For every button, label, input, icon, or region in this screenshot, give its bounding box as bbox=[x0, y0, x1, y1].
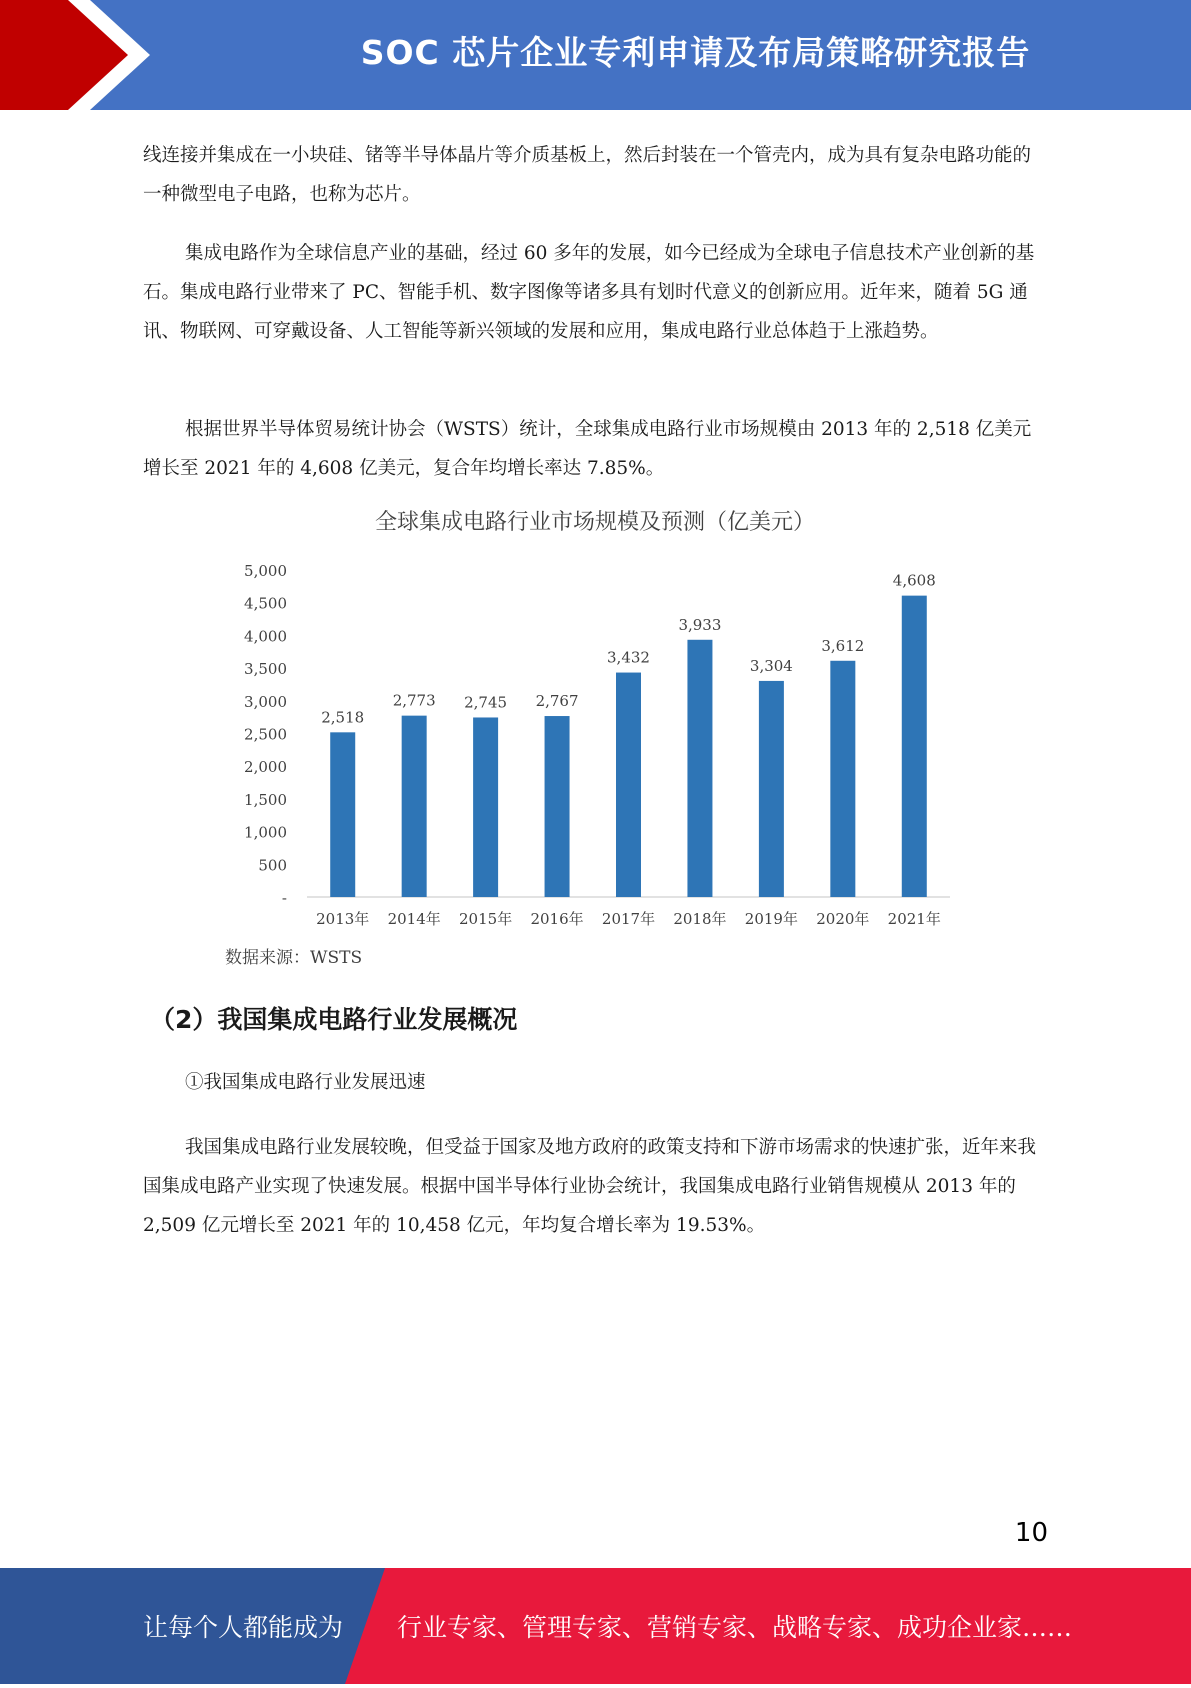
sub-heading: ①我国集成电路行业发展迅速 bbox=[185, 1072, 426, 1093]
y-tick-label: 2,000 bbox=[244, 758, 287, 777]
y-tick-label: 1,500 bbox=[244, 790, 287, 809]
data-label: 4,608 bbox=[892, 571, 936, 590]
bar-2020年 bbox=[830, 661, 855, 897]
x-tick-label: 2017年 bbox=[601, 910, 656, 928]
x-tick-label: 2019年 bbox=[744, 910, 798, 928]
y-tick-label: 4,000 bbox=[244, 627, 287, 646]
y-tick-label: - bbox=[281, 889, 287, 907]
paragraph-china-ic-growth: 我国集成电路行业发展较晚，但受益于国家及地方政府的政策支持和下游市场需求的快速扩张，近年来我国集成电路产业实现了快速发展。根据中国半导体行业协会统计，我国集成电路行业销售规模从 2013 年的 2,509 亿元增长至 2021 年的 10,458 亿元，年均复合增长率为 19.53%。 bbox=[143, 1137, 1037, 1236]
bar-2019年 bbox=[759, 681, 784, 897]
footer-slogan-left: 让每个人都能成为 bbox=[143, 1613, 344, 1642]
data-label: 3,612 bbox=[821, 636, 865, 655]
page-number: 10 bbox=[1014, 1518, 1048, 1548]
y-tick-label: 3,500 bbox=[244, 660, 287, 679]
data-label: 3,933 bbox=[678, 615, 722, 634]
footer-slogan-right: 行业专家、管理专家、营销专家、战略专家、成功企业家…… bbox=[397, 1613, 1073, 1642]
bar-2021年 bbox=[902, 596, 927, 897]
bar-2015年 bbox=[473, 717, 498, 897]
bar-2013年 bbox=[330, 732, 355, 897]
header-arrow-decoration bbox=[0, 0, 150, 110]
y-tick-label: 500 bbox=[258, 856, 287, 875]
data-label: 2,773 bbox=[392, 691, 436, 710]
bar-chart-canvas bbox=[215, 505, 975, 945]
data-label: 3,432 bbox=[607, 648, 650, 667]
x-tick-label: 2018年 bbox=[673, 910, 727, 928]
chart-title: 全球集成电路行业市场规模及预测（亿美元） bbox=[374, 510, 815, 535]
page-footer bbox=[0, 1568, 1191, 1684]
y-tick-label: 4,500 bbox=[244, 594, 287, 613]
y-tick-label: 3,000 bbox=[244, 692, 287, 711]
paragraph-chip-definition: 线连接并集成在一小块硅、锗等半导体晶片等介质基板上，然后封装在一个管壳内，成为具有复杂电路功能的一种微型电子电路，也称为芯片。 bbox=[143, 145, 1032, 205]
x-tick-label: 2014年 bbox=[387, 910, 441, 928]
x-tick-label: 2013年 bbox=[316, 910, 370, 928]
paragraph-wsts-statistics: 根据世界半导体贸易统计协会（WSTS）统计，全球集成电路行业市场规模由 2013 年的 2,518 亿美元增长至 2021 年的 4,608 亿美元，复合年均增长率达 7.85%。 bbox=[143, 419, 1032, 479]
report-title: SOC 芯片企业专利申请及布局策略研究报告 bbox=[360, 33, 1031, 72]
y-tick-label: 2,500 bbox=[244, 725, 287, 744]
bar-2018年 bbox=[687, 640, 712, 897]
y-tick-label: 1,000 bbox=[244, 823, 287, 842]
data-label: 2,745 bbox=[464, 693, 508, 712]
x-tick-label: 2021年 bbox=[887, 910, 941, 928]
bar-2014年 bbox=[402, 716, 427, 897]
bar-2016年 bbox=[545, 716, 570, 897]
bar-2017年 bbox=[616, 673, 641, 897]
market-size-chart bbox=[215, 505, 975, 985]
data-label: 3,304 bbox=[749, 656, 793, 675]
x-tick-label: 2016年 bbox=[530, 910, 584, 928]
y-tick-label: 5,000 bbox=[244, 562, 287, 580]
section-heading: （2）我国集成电路行业发展概况 bbox=[150, 1005, 518, 1034]
paragraph-industry-foundation: 集成电路作为全球信息产业的基础，经过 60 多年的发展，如今已经成为全球电子信息技术产业创新的基石。集成电路行业带来了 PC、智能手机、数字图像等诸多具有划时代意义的创新应用。近年来，随着 5G 通讯、物联网、可穿戴设备、人工智能等新兴领域的发展和应用，集成电路行业总体趋于上涨趋势。 bbox=[143, 243, 1035, 342]
x-tick-label: 2015年 bbox=[459, 910, 513, 928]
page-header bbox=[0, 0, 1191, 110]
x-tick-label: 2020年 bbox=[816, 910, 870, 928]
chart-source-note: 数据来源：WSTS bbox=[225, 948, 363, 968]
data-label: 2,518 bbox=[321, 708, 365, 727]
data-label: 2,767 bbox=[535, 692, 579, 711]
